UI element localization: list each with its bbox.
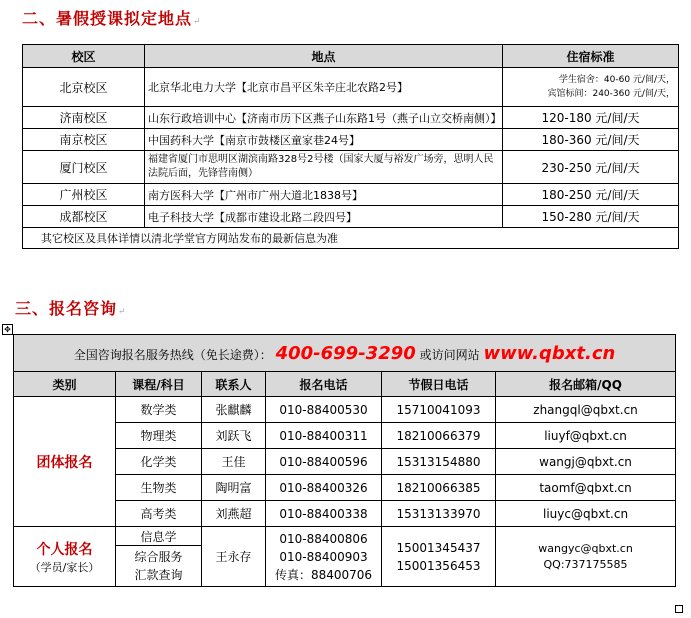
subject: 生物类 — [116, 475, 202, 501]
contact: 陶明富 — [202, 475, 266, 501]
table-move-handle-icon[interactable]: ✥ — [2, 324, 13, 335]
subject: 高考类 — [116, 501, 202, 527]
table-row — [23, 107, 679, 129]
registration-header-row — [14, 372, 676, 397]
campus-location: 山东行政培训中心【济南市历下区燕子山东路1号（燕子山立交桥南侧）】 — [145, 107, 503, 129]
subject: 化学类 — [116, 449, 202, 475]
phone: 010-88400806 — [279, 531, 368, 546]
table-row — [14, 527, 676, 546]
email[interactable]: zhangql@qbxt.cn — [496, 397, 676, 423]
contact: 王永存 — [202, 527, 266, 587]
phone: 010-88400903 — [279, 549, 368, 564]
price-line-hotel: 宾馆标间：240-360 元/间/天， — [547, 89, 675, 99]
campus-name: 南京校区 — [23, 129, 145, 151]
individual-holiday-phones — [382, 527, 496, 587]
subject: 数学类 — [116, 397, 202, 423]
holiday-phone: 15313133970 — [382, 501, 496, 527]
campus-location: 中国药科大学【南京市鼓楼区童家巷24号】 — [145, 129, 503, 151]
campus-name: 成都校区 — [23, 206, 145, 228]
contact: 王佳 — [202, 449, 266, 475]
header-campus: 校区 — [23, 45, 145, 68]
contact: 刘跃飞 — [202, 423, 266, 449]
subject-service — [116, 546, 202, 587]
section-heading-locations: 二、暑假授课拟定地点↵ — [22, 9, 202, 28]
header-phone: 报名电话 — [266, 372, 382, 397]
individual-registration-label: 个人报名 — [36, 541, 93, 558]
email[interactable]: liuyc@qbxt.cn — [496, 501, 676, 527]
header-contact: 联系人 — [202, 372, 266, 397]
holiday-phone: 15313154880 — [382, 449, 496, 475]
phone: 010-88400338 — [266, 501, 382, 527]
hotline-mid: 或访问网站 — [419, 347, 480, 362]
phone: 010-88400311 — [266, 423, 382, 449]
table-row — [14, 397, 676, 423]
table-row — [23, 129, 679, 151]
phone: 010-88400530 — [266, 397, 382, 423]
table-resize-handle[interactable] — [675, 605, 683, 613]
group-registration-label: 团体报名 — [14, 397, 116, 527]
locations-table — [22, 44, 679, 249]
campus-price: 180-360 元/间/天 — [503, 129, 679, 151]
header-lodging: 住宿标准 — [503, 45, 679, 68]
header-subject: 课程/科目 — [116, 372, 202, 397]
subject: 信息学 — [116, 527, 202, 546]
individual-phones — [266, 527, 382, 587]
qq-number: QQ:737175585 — [543, 557, 628, 571]
holiday-phone: 18210066385 — [382, 475, 496, 501]
campus-price: 180-250 元/间/天 — [503, 184, 679, 206]
individual-registration-cell — [14, 527, 116, 587]
hotline-prefix: 全国咨询报名服务热线（免长途费）： — [73, 347, 272, 362]
header-location: 地点 — [145, 45, 503, 68]
campus-price: 150-280 元/间/天 — [503, 206, 679, 228]
table-row — [23, 151, 679, 184]
section-heading-registration: 三、报名咨询↵ — [15, 299, 127, 318]
campus-name: 厦门校区 — [23, 151, 145, 184]
phone: 010-88400596 — [266, 449, 382, 475]
registration-table — [13, 334, 676, 587]
email[interactable]: wangj@qbxt.cn — [496, 449, 676, 475]
campus-location: 北京华北电力大学【北京市昌平区朱辛庄北农路2号】 — [145, 68, 503, 107]
campus-price: 120-180 元/间/天 — [503, 107, 679, 129]
price-line-student: 学生宿舍：40-60 元/间/天， — [558, 75, 675, 85]
contact: 刘燕超 — [202, 501, 266, 527]
holiday-phone: 15710041093 — [382, 397, 496, 423]
campus-location: 南方医科大学【广州市广州大道北1838号】 — [145, 184, 503, 206]
header-holiday-phone: 节假日电话 — [382, 372, 496, 397]
email[interactable]: liuyf@qbxt.cn — [496, 423, 676, 449]
campus-location: 福建省厦门市思明区湖滨南路328号2号楼（国家大厦与裕发广场旁，思明人民法院后面，先锋营南侧） — [145, 151, 503, 184]
individual-contact-info — [496, 527, 676, 587]
hotline-row — [14, 335, 676, 372]
hotline-cell — [14, 335, 676, 372]
holiday-phone: 15001345437 — [396, 540, 481, 555]
website-link[interactable]: www.qbxt.cn — [483, 342, 616, 364]
campus-name: 济南校区 — [23, 107, 145, 129]
campus-location: 电子科技大学【成都市建设北路二段四号】 — [145, 206, 503, 228]
subject: 综合服务 — [134, 550, 183, 564]
campus-price — [503, 68, 679, 107]
table-row — [23, 68, 679, 107]
email[interactable]: wangyc@qbxt.cn — [538, 541, 633, 555]
contact: 张麒麟 — [202, 397, 266, 423]
table-row — [23, 184, 679, 206]
locations-header-row — [23, 45, 679, 68]
campus-name: 广州校区 — [23, 184, 145, 206]
fax: 传真：88400706 — [274, 567, 373, 582]
table-note-row — [23, 228, 679, 249]
holiday-phone: 18210066379 — [382, 423, 496, 449]
individual-registration-sublabel: （学员/家长） — [29, 560, 100, 574]
table-note: 其它校区及具体详情以清北学堂官方网站发布的最新信息为准 — [23, 228, 679, 249]
campus-name: 北京校区 — [23, 68, 145, 107]
header-category: 类别 — [14, 372, 116, 397]
phone: 010-88400326 — [266, 475, 382, 501]
hotline-number: 400-699-3290 — [275, 342, 416, 364]
campus-price: 230-250 元/间/天 — [503, 151, 679, 184]
header-email-qq: 报名邮箱/QQ — [496, 372, 676, 397]
email[interactable]: taomf@qbxt.cn — [496, 475, 676, 501]
subject: 物理类 — [116, 423, 202, 449]
subject: 汇款查询 — [134, 568, 183, 582]
holiday-phone: 15001356453 — [396, 558, 481, 573]
table-row — [23, 206, 679, 228]
